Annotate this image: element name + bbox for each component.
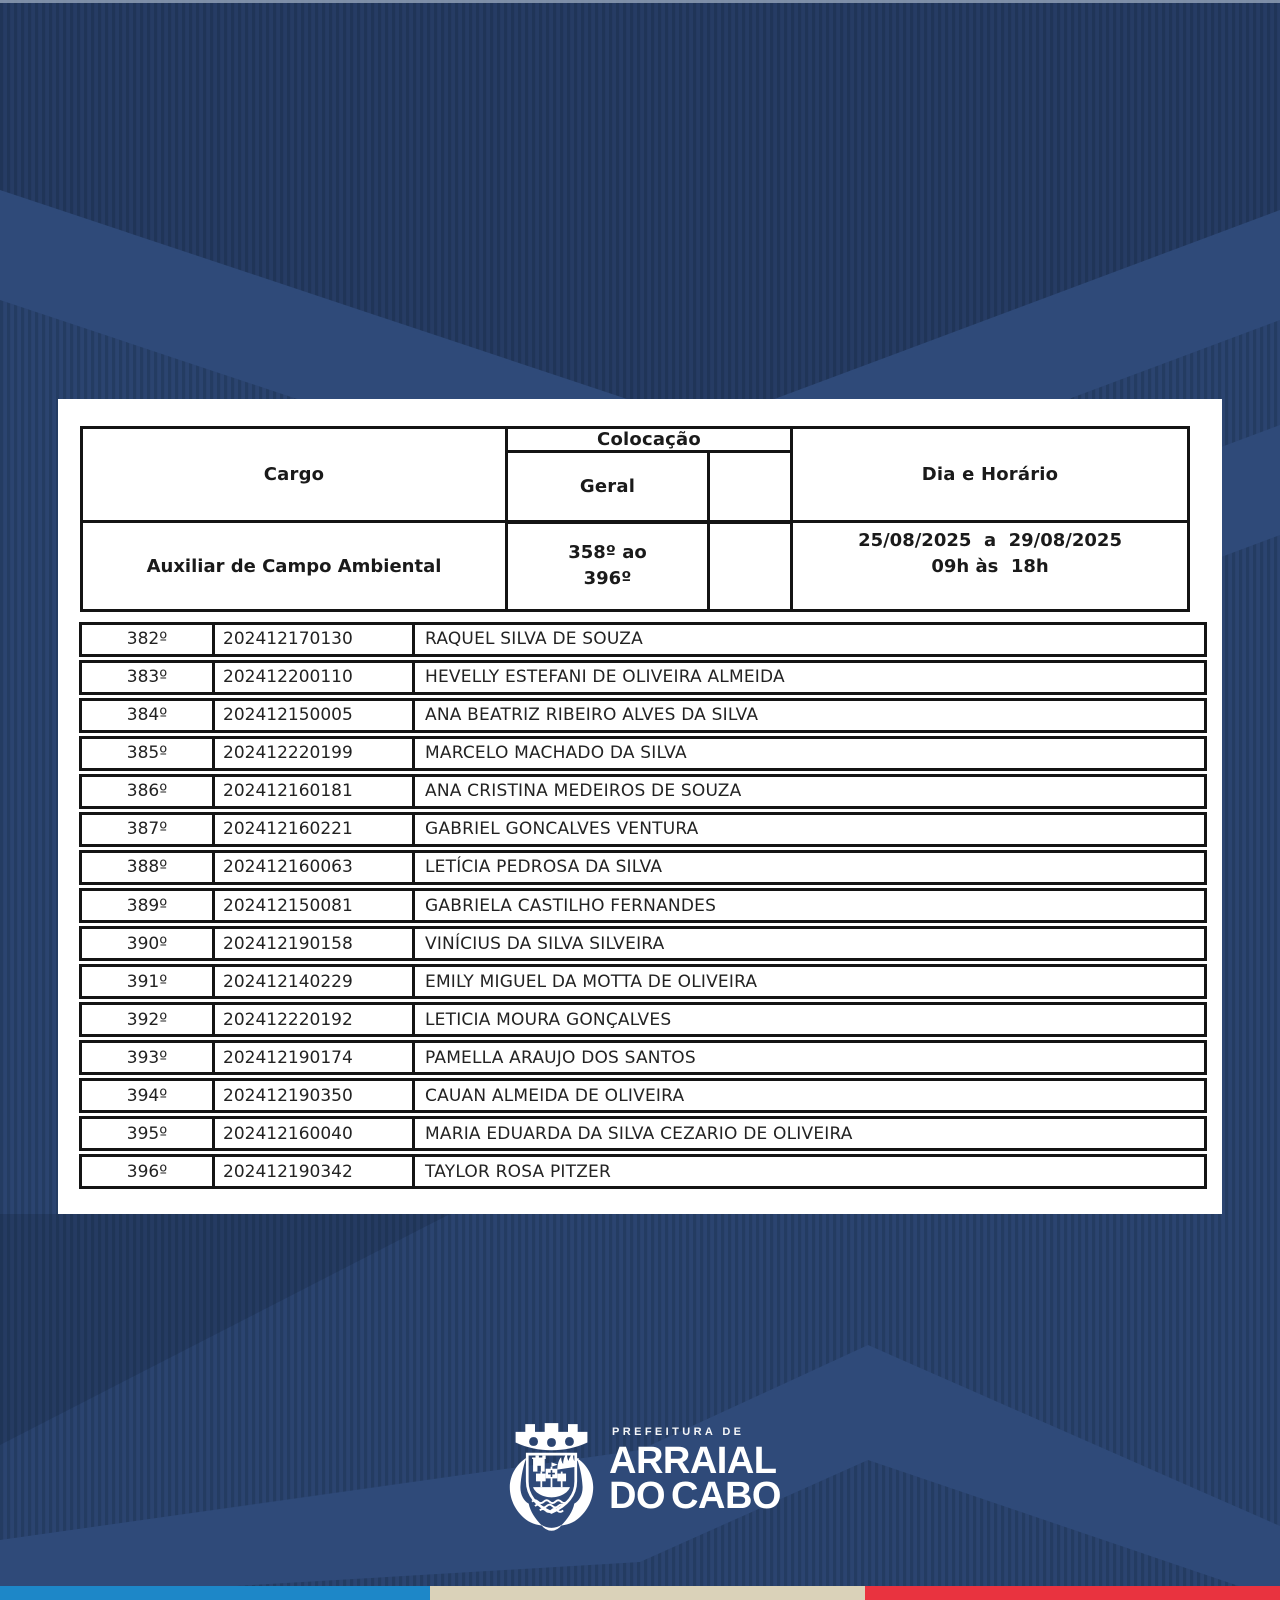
candidate-row (79, 1040, 1207, 1075)
empty-value-cell (709, 522, 792, 611)
cargo-value-cell: Auxiliar de Campo Ambiental (82, 522, 507, 611)
candidate-registration-number: 202412160040 (215, 1119, 415, 1148)
dia-horario-header-cell: Dia e Horário (792, 428, 1189, 522)
candidate-registration-number: 202412170130 (215, 625, 415, 654)
time-range: 09h às 18h (931, 556, 1049, 577)
exam-header-table (80, 426, 1190, 612)
candidate-name: LETÍCIA PEDROSA DA SILVA (425, 857, 663, 878)
candidate-registration-number: 202412190350 (215, 1081, 415, 1110)
candidate-name: VINÍCIUS DA SILVA SILVEIRA (425, 933, 665, 954)
candidate-row (79, 622, 1207, 657)
geral-range-line2: 396º (583, 568, 632, 590)
candidate-position: 393º (82, 1043, 215, 1072)
logo-text-block (609, 1426, 781, 1517)
candidate-position: 396º (82, 1157, 215, 1186)
top-edge-highlight (0, 0, 1280, 3)
logo-title-line2: DO CABO (609, 1475, 781, 1517)
candidate-name: CAUAN ALMEIDA DE OLIVEIRA (425, 1085, 685, 1106)
candidate-row (79, 1078, 1207, 1113)
candidate-row (79, 1116, 1207, 1151)
geral-range-line1: 358º ao (568, 542, 647, 564)
candidate-registration-number: 202412190174 (215, 1043, 415, 1072)
candidate-registration-number: 202412150081 (215, 891, 415, 920)
candidate-name: TAYLOR ROSA PITZER (425, 1161, 612, 1182)
candidate-row (79, 926, 1207, 961)
candidate-row (79, 774, 1207, 809)
candidate-position: 384º (82, 701, 215, 730)
logo-pretitle: PREFEITURA DE (612, 1426, 745, 1438)
candidate-name: MARCELO MACHADO DA SILVA (425, 743, 687, 764)
candidate-row (79, 1002, 1207, 1037)
candidate-position: 392º (82, 1005, 215, 1034)
candidate-position: 385º (82, 739, 215, 768)
candidate-position: 386º (82, 777, 215, 806)
colocacao-header-cell: Colocação (507, 428, 792, 452)
candidate-position: 389º (82, 891, 215, 920)
candidate-position: 390º (82, 929, 215, 958)
footer-bar-beige (430, 1586, 865, 1600)
candidate-registration-number: 202412190342 (215, 1157, 415, 1186)
candidate-position: 394º (82, 1081, 215, 1110)
candidate-registration-number: 202412160063 (215, 853, 415, 882)
candidate-name: GABRIELA CASTILHO FERNANDES (425, 895, 717, 916)
dia-value-cell (792, 522, 1189, 611)
candidate-registration-number: 202412140229 (215, 967, 415, 996)
geral-header-cell: Geral (507, 452, 709, 522)
footer-color-bar (0, 1586, 1280, 1600)
candidate-name: GABRIEL GONCALVES VENTURA (425, 819, 699, 840)
candidate-row (79, 736, 1207, 771)
candidate-registration-number: 202412190158 (215, 929, 415, 958)
candidate-position: 387º (82, 815, 215, 844)
candidate-position: 395º (82, 1119, 215, 1148)
date-range: 25/08/2025 a 29/08/2025 (858, 530, 1122, 551)
candidate-registration-number: 202412150005 (215, 701, 415, 730)
candidate-name: LETICIA MOURA GONÇALVES (425, 1009, 672, 1030)
candidate-row (79, 698, 1207, 733)
candidate-position: 382º (82, 625, 215, 654)
candidate-name: ANA BEATRIZ RIBEIRO ALVES DA SILVA (425, 705, 759, 726)
candidate-position: 383º (82, 663, 215, 692)
candidate-list (79, 622, 1207, 1189)
candidate-registration-number: 202412220199 (215, 739, 415, 768)
candidate-position: 388º (82, 853, 215, 882)
candidate-name: EMILY MIGUEL DA MOTTA DE OLIVEIRA (425, 971, 758, 992)
candidate-row (79, 812, 1207, 847)
candidate-registration-number: 202412160221 (215, 815, 415, 844)
candidate-name: RAQUEL SILVA DE SOUZA (425, 629, 643, 650)
candidate-row (79, 964, 1207, 999)
candidate-row (79, 850, 1207, 885)
logo-title-line1: ARRAIAL (609, 1440, 777, 1482)
candidate-position: 391º (82, 967, 215, 996)
document-panel (58, 399, 1222, 1214)
footer-logo (503, 1418, 793, 1536)
footer-bar-red (865, 1586, 1280, 1600)
candidate-row (79, 888, 1207, 923)
cargo-header-cell: Cargo (82, 428, 507, 522)
candidate-registration-number: 202412220192 (215, 1005, 415, 1034)
footer-bar-blue (0, 1586, 430, 1600)
candidate-registration-number: 202412160181 (215, 777, 415, 806)
candidate-name: HEVELLY ESTEFANI DE OLIVEIRA ALMEIDA (425, 667, 785, 688)
candidate-row (79, 660, 1207, 695)
empty-header-cell (709, 452, 792, 522)
candidate-name: PAMELLA ARAUJO DOS SANTOS (425, 1047, 696, 1068)
geral-value-cell (507, 522, 709, 611)
candidate-registration-number: 202412200110 (215, 663, 415, 692)
candidate-name: MARIA EDUARDA DA SILVA CEZARIO DE OLIVEIRA (425, 1123, 853, 1144)
candidate-name: ANA CRISTINA MEDEIROS DE SOUZA (425, 781, 742, 802)
candidate-row (79, 1154, 1207, 1189)
coat-of-arms-icon (503, 1419, 600, 1532)
